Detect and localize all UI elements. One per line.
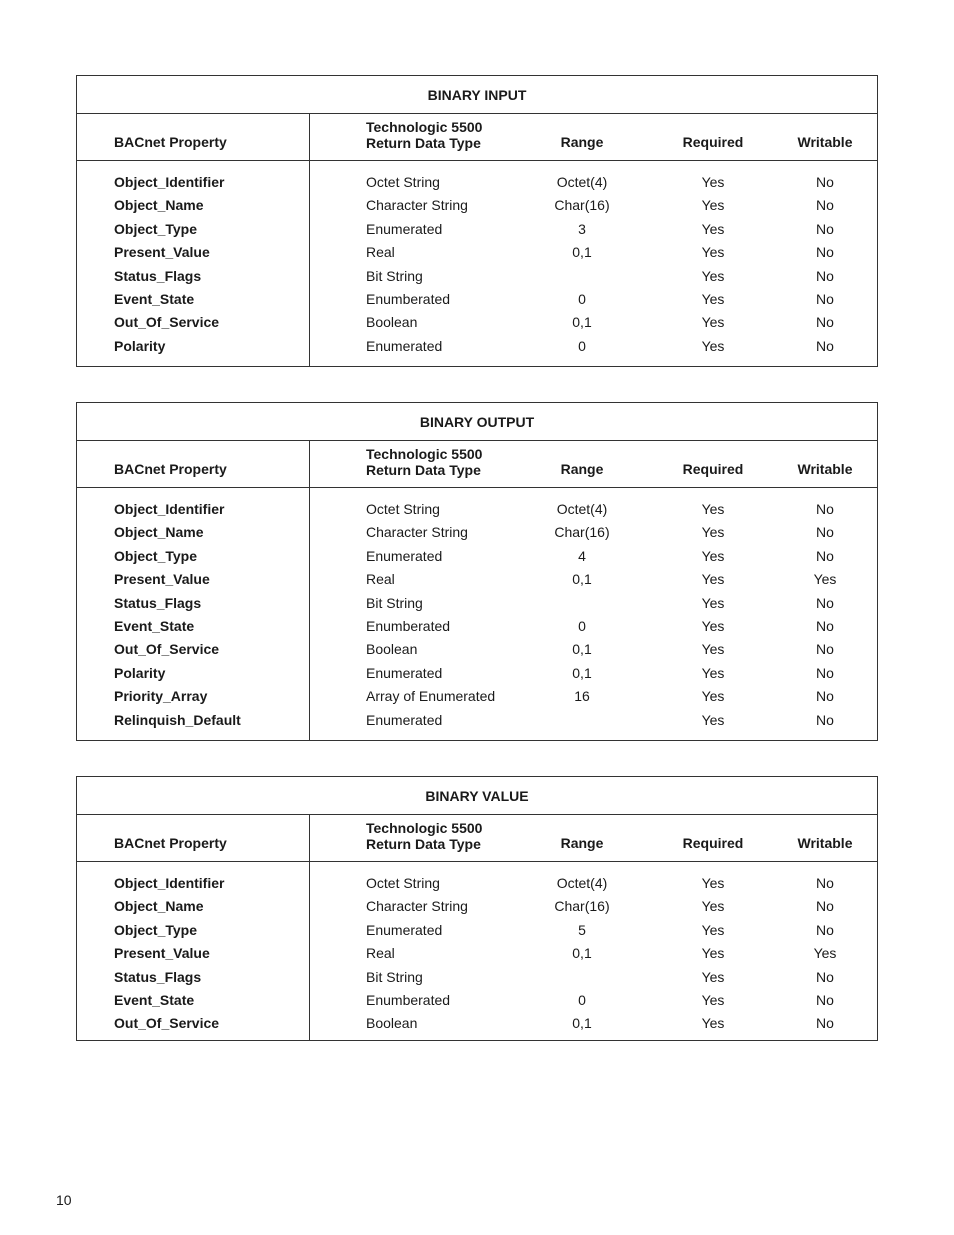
- data-type: Character String: [366, 524, 468, 541]
- table-title: BINARY VALUE: [77, 777, 877, 815]
- writable-value: No: [816, 875, 834, 891]
- header-type-line2: Return Data Type: [366, 135, 481, 151]
- writable-value: No: [816, 968, 834, 985]
- property-name: Object_Identifier: [114, 875, 225, 891]
- table-body: [77, 488, 877, 740]
- data-type: Character String: [366, 197, 468, 214]
- column-divider: [309, 441, 310, 487]
- column-divider: [309, 114, 310, 160]
- property-name: Status_Flags: [114, 594, 202, 611]
- table-body: [77, 862, 877, 1040]
- header-required: Required: [682, 134, 744, 150]
- range-value: Char(16): [554, 524, 610, 541]
- range-value: 0,1: [572, 945, 592, 962]
- range-value: Octet(4): [556, 875, 608, 891]
- required-value: Yes: [701, 197, 725, 214]
- writable-value: No: [816, 314, 834, 331]
- writable-value: No: [816, 244, 834, 261]
- writable-value: No: [816, 197, 834, 214]
- writable-value: No: [816, 898, 834, 915]
- data-type: Enumerated: [366, 711, 443, 728]
- page-number: 10: [56, 1192, 72, 1208]
- range-value: 4: [578, 547, 586, 564]
- required-value: Yes: [701, 337, 725, 354]
- writable-value: No: [816, 664, 834, 681]
- header-range: Range: [560, 835, 604, 851]
- property-name: Object_Type: [114, 220, 197, 237]
- header-writable: Writable: [797, 835, 853, 851]
- table-body: [77, 161, 877, 366]
- column-divider: [309, 815, 310, 861]
- required-value: Yes: [701, 688, 725, 705]
- required-value: Yes: [701, 945, 725, 962]
- table-row: [77, 969, 877, 992]
- writable-value: No: [816, 711, 834, 728]
- table-row: [77, 1015, 877, 1038]
- required-value: Yes: [701, 1015, 725, 1032]
- property-name: Polarity: [114, 337, 166, 354]
- property-name: Present_Value: [114, 244, 210, 261]
- writable-value: No: [816, 501, 834, 517]
- header-property: BACnet Property: [114, 461, 227, 477]
- header-property: BACnet Property: [114, 835, 227, 851]
- range-value: 0,1: [572, 1015, 592, 1032]
- table-row: [77, 875, 877, 898]
- property-name: Event_State: [114, 291, 195, 307]
- data-type: Enumerated: [366, 337, 443, 354]
- range-value: 0: [578, 618, 586, 634]
- required-value: Yes: [701, 547, 725, 564]
- required-value: Yes: [701, 618, 725, 634]
- range-value: 0,1: [572, 641, 592, 658]
- range-value: 3: [578, 220, 586, 237]
- data-type: Boolean: [366, 641, 418, 658]
- data-type: Boolean: [366, 314, 418, 331]
- table-row: [77, 501, 877, 524]
- writable-value: No: [816, 547, 834, 564]
- writable-value: No: [816, 992, 834, 1008]
- required-value: Yes: [701, 968, 725, 985]
- required-value: Yes: [701, 314, 725, 331]
- property-name: Relinquish_Default: [114, 711, 241, 728]
- data-type: Enumberated: [366, 618, 451, 634]
- table-row: [77, 244, 877, 267]
- table-row: [77, 665, 877, 688]
- required-value: Yes: [701, 291, 725, 307]
- table-row: [77, 595, 877, 618]
- table-row: [77, 945, 877, 968]
- property-name: Object_Identifier: [114, 501, 225, 517]
- required-value: Yes: [701, 524, 725, 541]
- table-row: [77, 898, 877, 921]
- table-row: [77, 291, 877, 314]
- header-required: Required: [682, 461, 744, 477]
- data-type: Bit String: [366, 267, 423, 284]
- data-type: Octet String: [366, 174, 440, 190]
- range-value: 0: [578, 337, 586, 354]
- header-type-line1: Technologic 5500: [366, 446, 483, 462]
- property-name: Event_State: [114, 618, 195, 634]
- property-name: Object_Identifier: [114, 174, 225, 190]
- writable-value: No: [816, 594, 834, 611]
- data-type: Character String: [366, 898, 468, 915]
- required-value: Yes: [701, 594, 725, 611]
- property-name: Present_Value: [114, 945, 210, 962]
- header-range: Range: [560, 461, 604, 477]
- table-row: [77, 992, 877, 1015]
- table-binary-input: [76, 75, 878, 367]
- table-header: [77, 114, 877, 161]
- required-value: Yes: [701, 921, 725, 938]
- writable-value: No: [816, 688, 834, 705]
- property-name: Present_Value: [114, 571, 210, 588]
- required-value: Yes: [701, 174, 725, 190]
- header-required: Required: [682, 835, 744, 851]
- required-value: Yes: [701, 898, 725, 915]
- property-name: Object_Name: [114, 524, 204, 541]
- data-type: Real: [366, 244, 395, 261]
- range-value: Octet(4): [556, 174, 608, 190]
- header-type-line2: Return Data Type: [366, 462, 481, 478]
- data-type: Octet String: [366, 875, 440, 891]
- property-name: Status_Flags: [114, 968, 202, 985]
- property-name: Object_Type: [114, 921, 197, 938]
- range-value: 0,1: [572, 664, 592, 681]
- data-type: Enumerated: [366, 220, 443, 237]
- header-writable: Writable: [797, 461, 853, 477]
- required-value: Yes: [701, 641, 725, 658]
- range-value: Char(16): [554, 197, 610, 214]
- data-type: Bit String: [366, 594, 423, 611]
- required-value: Yes: [701, 244, 725, 261]
- writable-value: No: [816, 337, 834, 354]
- data-type: Enumerated: [366, 547, 443, 564]
- required-value: Yes: [701, 664, 725, 681]
- writable-value: Yes: [813, 945, 837, 962]
- data-type: Bit String: [366, 968, 423, 985]
- table-row: [77, 641, 877, 664]
- required-value: Yes: [701, 501, 725, 517]
- header-type: [366, 119, 482, 151]
- required-value: Yes: [701, 220, 725, 237]
- range-value: 16: [574, 688, 590, 705]
- header-writable: Writable: [797, 134, 853, 150]
- header-type-line1: Technologic 5500: [366, 820, 483, 836]
- range-value: 0,1: [572, 571, 592, 588]
- property-name: Object_Name: [114, 197, 204, 214]
- writable-value: No: [816, 618, 834, 634]
- data-type: Real: [366, 571, 395, 588]
- table-binary-output: [76, 402, 878, 741]
- writable-value: No: [816, 1015, 834, 1032]
- property-name: Priority_Array: [114, 688, 208, 705]
- table-row: [77, 571, 877, 594]
- header-range: Range: [560, 134, 604, 150]
- property-name: Out_Of_Service: [114, 1015, 220, 1032]
- table-row: [77, 922, 877, 945]
- required-value: Yes: [701, 711, 725, 728]
- data-type: Real: [366, 945, 395, 962]
- property-name: Object_Type: [114, 547, 197, 564]
- property-name: Event_State: [114, 992, 195, 1008]
- table-row: [77, 688, 877, 711]
- header-property: BACnet Property: [114, 134, 227, 150]
- data-type: Enumberated: [366, 992, 451, 1008]
- header-type: [366, 446, 482, 478]
- property-name: Out_Of_Service: [114, 641, 220, 658]
- table-row: [77, 618, 877, 641]
- data-type: Enumerated: [366, 664, 443, 681]
- writable-value: No: [816, 174, 834, 190]
- range-value: Octet(4): [556, 501, 608, 517]
- table-row: [77, 174, 877, 197]
- data-type: Enumerated: [366, 921, 443, 938]
- range-value: 0: [578, 992, 586, 1008]
- header-type-line2: Return Data Type: [366, 836, 481, 852]
- range-value: Char(16): [554, 898, 610, 915]
- table-row: [77, 197, 877, 220]
- writable-value: No: [816, 641, 834, 658]
- property-name: Object_Name: [114, 898, 204, 915]
- range-value: 0,1: [572, 244, 592, 261]
- data-type: Boolean: [366, 1015, 418, 1032]
- table-header: [77, 815, 877, 862]
- required-value: Yes: [701, 992, 725, 1008]
- data-type: Octet String: [366, 501, 440, 517]
- table-binary-value: [76, 776, 878, 1041]
- table-title: BINARY OUTPUT: [77, 403, 877, 441]
- table-header: [77, 441, 877, 488]
- required-value: Yes: [701, 875, 725, 891]
- table-row: [77, 524, 877, 547]
- table-row: [77, 548, 877, 571]
- writable-value: No: [816, 267, 834, 284]
- property-name: Polarity: [114, 664, 166, 681]
- writable-value: No: [816, 921, 834, 938]
- writable-value: Yes: [813, 571, 837, 588]
- header-type: [366, 820, 482, 852]
- required-value: Yes: [701, 571, 725, 588]
- range-value: 0: [578, 291, 586, 307]
- table-row: [77, 221, 877, 244]
- table-row: [77, 314, 877, 337]
- table-row: [77, 338, 877, 361]
- writable-value: No: [816, 220, 834, 237]
- table-row: [77, 712, 877, 735]
- header-type-line1: Technologic 5500: [366, 119, 483, 135]
- property-name: Out_Of_Service: [114, 314, 220, 331]
- required-value: Yes: [701, 267, 725, 284]
- writable-value: No: [816, 291, 834, 307]
- data-type: Enumberated: [366, 291, 451, 307]
- table-row: [77, 268, 877, 291]
- writable-value: No: [816, 524, 834, 541]
- range-value: 0,1: [572, 314, 592, 331]
- table-title: BINARY INPUT: [77, 76, 877, 114]
- data-type: Array of Enumerated: [366, 688, 496, 705]
- property-name: Status_Flags: [114, 267, 202, 284]
- range-value: 5: [578, 921, 586, 938]
